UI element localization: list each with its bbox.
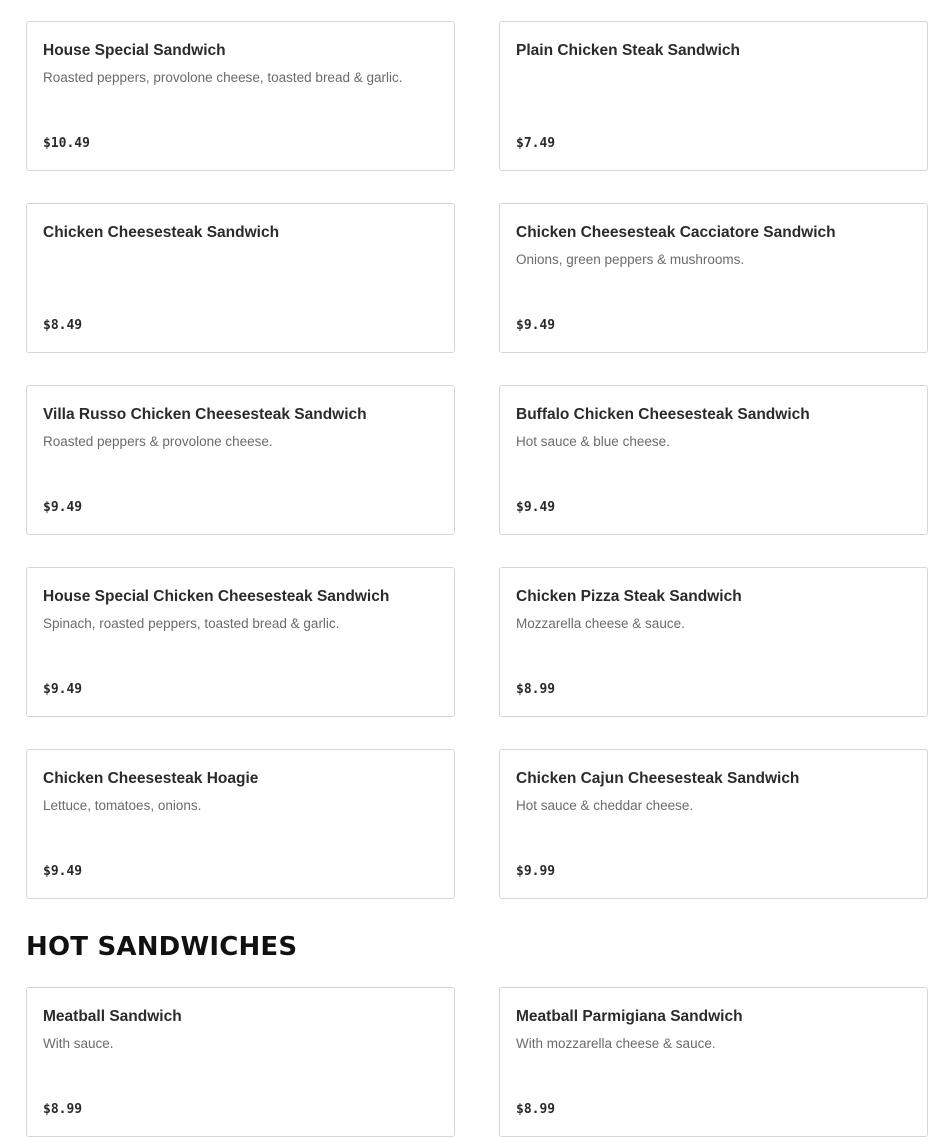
menu-item-price: $9.49 (43, 682, 83, 697)
menu-item-name: Meatball Sandwich (43, 1008, 182, 1025)
menu-item-card[interactable] (499, 385, 928, 535)
menu-item-card[interactable] (26, 203, 455, 353)
menu-item-card[interactable] (499, 203, 928, 353)
menu-item-description: Spinach, roasted peppers, toasted bread & garlic. (43, 616, 340, 631)
menu-item-price: $9.49 (43, 864, 83, 879)
menu-item-description: Mozzarella cheese & sauce. (516, 616, 685, 631)
hot-sandwiches-grid (26, 987, 928, 1137)
menu-item-description: With sauce. (43, 1036, 114, 1051)
menu-item-price: $8.99 (516, 682, 556, 697)
menu-item-card[interactable] (499, 567, 928, 717)
menu-item-price: $8.49 (43, 318, 83, 333)
menu-item-price: $7.49 (516, 136, 556, 151)
menu-item-name: Meatball Parmigiana Sandwich (516, 1008, 743, 1025)
menu-item-card[interactable] (499, 987, 928, 1137)
menu-item-price: $8.99 (516, 1102, 556, 1117)
menu-item-price: $10.49 (43, 136, 90, 151)
section-heading-hot-sandwiches: HOT SANDWICHES (26, 932, 298, 962)
menu-item-card[interactable] (499, 21, 928, 171)
menu-item-description: Roasted peppers, provolone cheese, toasted bread & garlic. (43, 70, 403, 85)
menu-item-name: Chicken Cheesesteak Sandwich (43, 224, 280, 241)
menu-item-card[interactable] (26, 21, 455, 171)
menu-item-description: Lettuce, tomatoes, onions. (43, 798, 202, 813)
menu-item-card[interactable] (26, 987, 455, 1137)
menu-item-description: Hot sauce & cheddar cheese. (516, 798, 694, 813)
menu-item-price: $9.99 (516, 864, 556, 879)
menu-items-grid (26, 21, 928, 899)
menu-item-description: Onions, green peppers & mushrooms. (516, 252, 745, 267)
menu-item-name: Chicken Cajun Cheesesteak Sandwich (516, 770, 800, 787)
menu-item-name: Chicken Cheesesteak Hoagie (43, 770, 259, 787)
menu-item-name: Chicken Cheesesteak Cacciatore Sandwich (516, 224, 836, 241)
menu-item-description: Roasted peppers & provolone cheese. (43, 434, 273, 449)
menu-item-price: $8.99 (43, 1102, 83, 1117)
menu-item-card[interactable] (26, 749, 455, 899)
menu-item-name: Buffalo Chicken Cheesesteak Sandwich (516, 406, 810, 423)
menu-item-price: $9.49 (43, 500, 83, 515)
menu-item-card[interactable] (499, 749, 928, 899)
menu-item-price: $9.49 (516, 318, 556, 333)
menu-item-description: With mozzarella cheese & sauce. (516, 1036, 716, 1051)
menu-item-name: House Special Chicken Cheesesteak Sandwich (43, 588, 390, 605)
menu-item-description: Hot sauce & blue cheese. (516, 434, 670, 449)
menu-item-name: Chicken Pizza Steak Sandwich (516, 588, 742, 605)
menu-item-name: House Special Sandwich (43, 42, 226, 59)
menu-item-price: $9.49 (516, 500, 556, 515)
menu-item-card[interactable] (26, 567, 455, 717)
menu-item-name: Plain Chicken Steak Sandwich (516, 42, 740, 59)
menu-item-card[interactable] (26, 385, 455, 535)
menu-item-name: Villa Russo Chicken Cheesesteak Sandwich (43, 406, 367, 423)
